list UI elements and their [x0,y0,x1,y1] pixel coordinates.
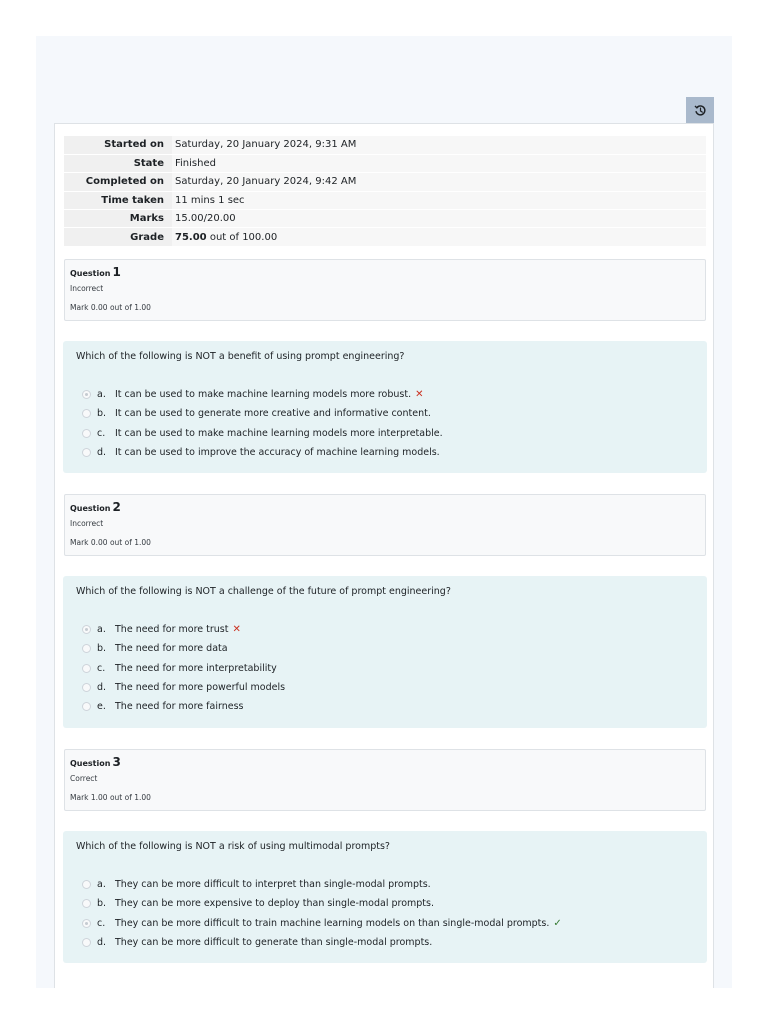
option-text: The need for more trust [115,624,229,636]
question-2-info [64,494,706,556]
option-text: The need for more interpretability [115,662,277,674]
answer-options [76,385,694,462]
radio-button[interactable] [82,899,91,908]
question-state: Incorrect [70,284,104,293]
radio-button[interactable] [82,683,91,692]
question-number-value: 1 [112,265,121,279]
radio-button-selected[interactable] [82,390,91,399]
option-letter: c. [97,917,106,929]
question-text: Which of the following is NOT a benefit of using prompt engineering? [76,351,405,362]
correct-icon: ✓ [553,917,562,929]
summary-row-marks [64,210,706,228]
radio-button[interactable] [82,880,91,889]
summary-row-state [64,154,706,172]
question-grade: Mark 0.00 out of 1.00 [70,303,151,312]
summary-row-completed [64,173,706,191]
question-state: Correct [70,774,98,783]
grade-out-of: out of 100.00 [206,231,278,243]
answer-option-a[interactable] [76,620,694,639]
option-letter: b. [97,898,107,910]
quiz-review-region [54,123,714,988]
summary-label: Grade [64,228,172,246]
answer-option-c[interactable] [76,914,694,933]
radio-button-selected[interactable] [82,625,91,634]
question-1-info [64,259,706,321]
option-text: They can be more difficult to train machine learning models on than single-modal prompts. [115,917,550,929]
radio-button[interactable] [82,702,91,711]
summary-label: Completed on [64,173,172,191]
summary-label: Marks [64,210,172,228]
answer-option-c[interactable] [76,659,694,678]
option-text: They can be more expensive to deploy than single-modal prompts. [115,898,435,910]
summary-row-grade [64,228,706,246]
option-letter: d. [97,682,107,694]
option-text: The need for more data [115,643,228,655]
summary-value: Saturday, 20 January 2024, 9:42 AM [172,173,706,191]
question-1-formulation [63,341,707,473]
option-letter: d. [97,937,107,949]
incorrect-icon: ✕ [232,624,241,636]
history-icon [694,104,707,117]
option-text: The need for more fairness [115,701,244,713]
question-grade: Mark 1.00 out of 1.00 [70,793,151,802]
option-letter: d. [97,447,107,459]
summary-value [172,228,706,246]
review-history-button[interactable] [686,97,714,123]
radio-button[interactable] [82,429,91,438]
radio-button[interactable] [82,938,91,947]
summary-label: Started on [64,136,172,154]
option-text: The need for more powerful models [115,682,286,694]
question-3-formulation [63,831,707,963]
answer-option-c[interactable] [76,424,694,443]
option-letter: c. [97,427,106,439]
summary-value: 11 mins 1 sec [172,191,706,209]
answer-option-a[interactable] [76,875,694,894]
option-letter: b. [97,408,107,420]
question-state: Incorrect [70,519,104,528]
summary-value: 15.00/20.00 [172,210,706,228]
summary-row-time-taken [64,191,706,209]
answer-option-a[interactable] [76,385,694,404]
question-number [70,755,700,771]
summary-label: Time taken [64,191,172,209]
answer-option-b[interactable] [76,894,694,913]
question-label: Question [70,269,111,278]
radio-button-selected[interactable] [82,919,91,928]
option-text: They can be more difficult to interpret than single-modal prompts. [115,879,431,891]
answer-option-d[interactable] [76,443,694,462]
incorrect-icon: ✕ [415,389,424,401]
question-number [70,265,700,281]
option-text: It can be used to improve the accuracy of machine learning models. [115,447,440,459]
answer-option-d[interactable] [76,933,694,952]
question-3-info [64,749,706,811]
answer-options [76,875,694,952]
answer-option-d[interactable] [76,678,694,697]
option-letter: b. [97,643,107,655]
question-number [70,500,700,516]
question-label: Question [70,504,111,513]
answer-options [76,620,694,716]
option-letter: c. [97,662,106,674]
answer-option-e[interactable] [76,697,694,716]
summary-label: State [64,154,172,172]
question-text: Which of the following is NOT a challenge of the future of prompt engineering? [76,586,451,597]
option-text: It can be used to generate more creative and informative content. [115,408,431,420]
question-text: Which of the following is NOT a risk of using multimodal prompts? [76,841,390,852]
question-label: Question [70,759,111,768]
option-letter: a. [97,624,106,636]
option-text: They can be more difficult to generate than single-modal prompts. [115,937,433,949]
question-number-value: 3 [112,755,121,769]
option-text: It can be used to make machine learning models more interpretable. [115,427,443,439]
answer-option-b[interactable] [76,639,694,658]
question-2-formulation [63,576,707,728]
question-grade: Mark 0.00 out of 1.00 [70,538,151,547]
grade-value: 75.00 [175,231,207,243]
radio-button[interactable] [82,644,91,653]
radio-button[interactable] [82,664,91,673]
answer-option-b[interactable] [76,404,694,423]
radio-button[interactable] [82,448,91,457]
option-letter: a. [97,879,106,891]
summary-row-started [64,136,706,154]
option-letter: e. [97,701,106,713]
option-letter: a. [97,389,106,401]
radio-button[interactable] [82,409,91,418]
question-number-value: 2 [112,500,121,514]
summary-value: Saturday, 20 January 2024, 9:31 AM [172,136,706,154]
attempt-summary-table [64,136,706,247]
option-text: It can be used to make machine learning models more robust. [115,389,412,401]
summary-value: Finished [172,154,706,172]
